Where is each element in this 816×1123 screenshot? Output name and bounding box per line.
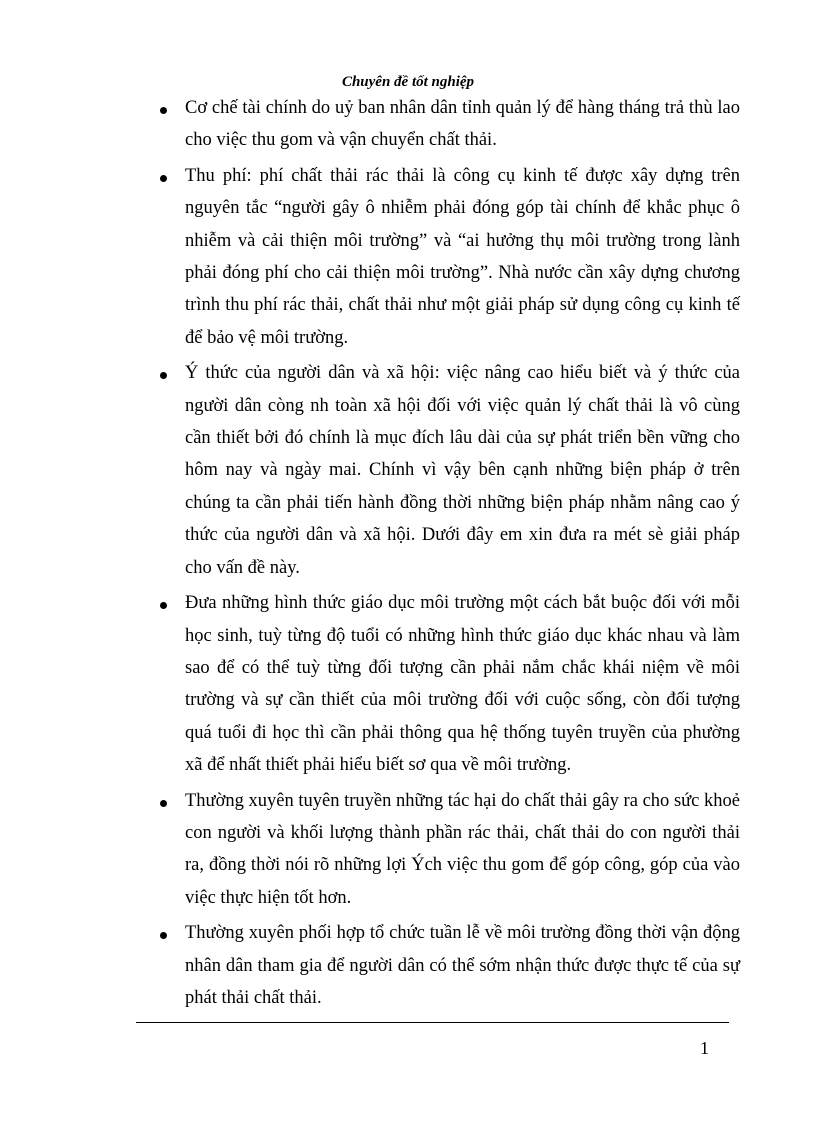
list-item [158, 160, 740, 354]
footer-divider [136, 1022, 729, 1023]
bullet-list [158, 92, 740, 1017]
list-item-text: Thu phí: phí chất thải rác thải là công cụ kinh tế được xây dựng trên nguyên tắc “người gây ô nhiễm phải đóng góp tài chính để khắc phục ô nhiễm và cải thiện môi trường” và “ai hưởng thụ môi trường trong lành phải đóng phí cho cải thiện môi trường”. Nhà nước cần xây dựng chương trình thu phí rác thải, chất thải như một giải pháp sử dụng công cụ kinh tế để bảo vệ môi trường. [185, 165, 740, 348]
list-item [158, 785, 740, 915]
list-item [158, 92, 740, 157]
bullet-icon [160, 372, 167, 379]
list-item-text: Thường xuyên tuyên truyền những tác hại do chất thải gây ra cho sức khoẻ con người và khối lượng thành phần rác thải, chất thải do con người thải ra, đồng thời nói rõ những lợi Ých việc thu gom để góp công, góp của vào việc thực hiện tốt hơn. [185, 790, 740, 908]
list-item-text: Đưa những hình thức giáo dục môi trường một cách bắt buộc đối với mỗi học sinh, tuỳ từng độ tuổi có những hình thức giáo dục khác nhau và làm sao để có thể tuỳ từng đối tượng cần phải nắm chắc khái niệm về môi trường và sự cần thiết của môi trường đối với cuộc sống, còn đối tượng quá tuổi đi học thì cần phải thông qua hệ thống tuyên truyền của phường xã để nhất thiết phải hiểu biết sơ qua về môi trường. [185, 593, 740, 776]
page-number: 1 [700, 1038, 709, 1058]
list-item [158, 587, 740, 781]
list-item-text: Cơ chế tài chính do uỷ ban nhân dân tỉnh quản lý để hàng tháng trả thù lao cho việc thu gom và vận chuyển chất thải. [185, 98, 740, 151]
bullet-icon [160, 175, 167, 182]
bullet-icon [160, 107, 167, 114]
bullet-icon [160, 800, 167, 807]
bullet-icon [160, 602, 167, 609]
list-item-text: Ý thức của người dân và xã hội: việc nâng cao hiểu biết và ý thức của người dân còng nh toàn xã hội đối với việc quản lý chất thải là vô cùng cần thiết bởi đó chính là mục đích lâu dài của sự phát triển bền vững cho hôm nay và ngày mai. Chính vì vậy bên cạnh những biện pháp ở trên chúng ta cần phải tiến hành đồng thời những biện pháp nhằm nâng cao ý thức của người dân và xã hội. Dưới đây em xin đưa ra mét sè giải pháp cho vấn đề này. [185, 363, 740, 578]
page-header-title: Chuyên đề tốt nghiệp [341, 74, 475, 90]
list-item [158, 917, 740, 1014]
bullet-icon [160, 932, 167, 939]
list-item-text: Thường xuyên phối hợp tổ chức tuần lễ về môi trường đồng thời vận động nhân dân tham gia để người dân có thể sớm nhận thức được thực tế của sự phát thải chất thải. [185, 923, 740, 1008]
list-item [158, 357, 740, 584]
